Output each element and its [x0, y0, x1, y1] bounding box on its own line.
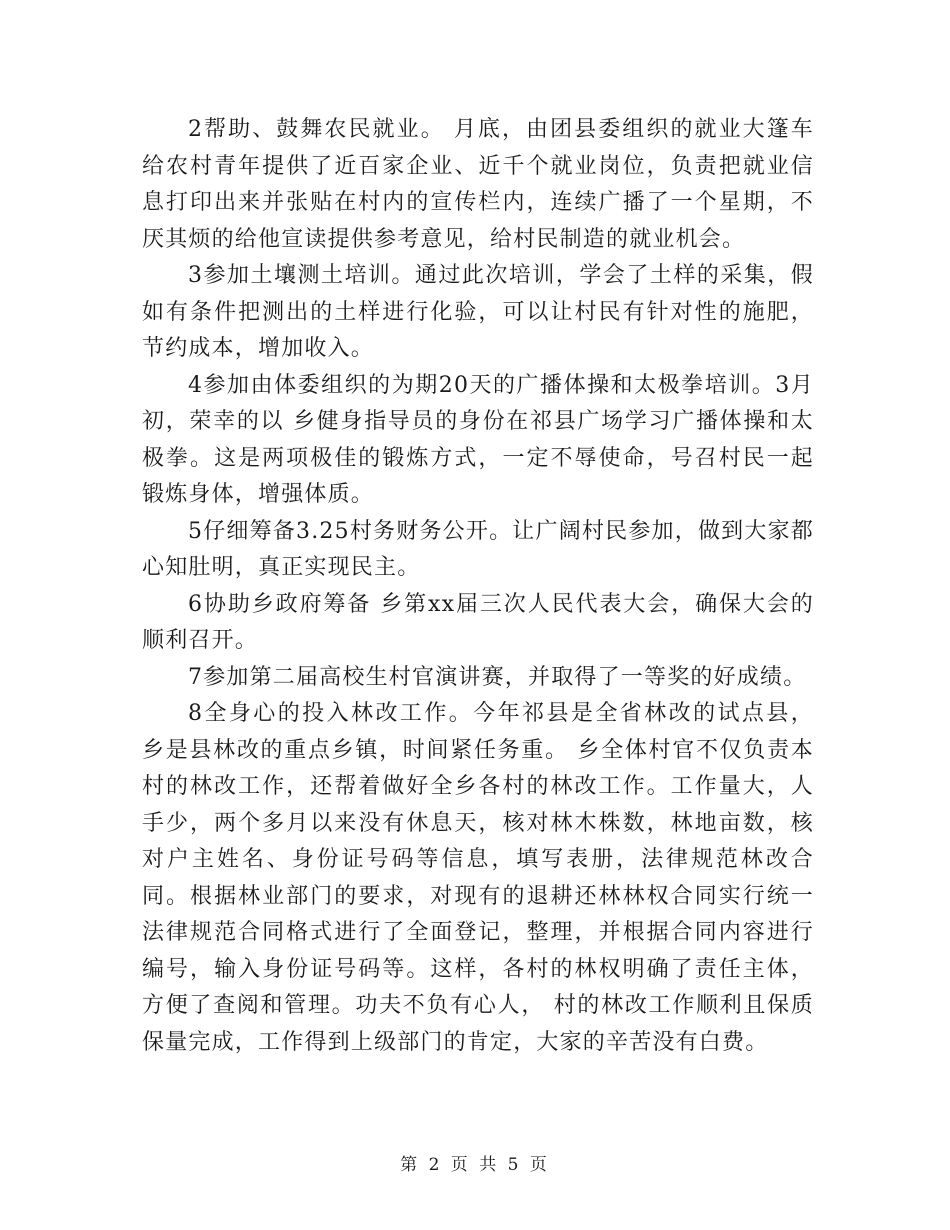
paragraph-congress: 6协助乡政府筹备 乡第xx届三次人民代表大会，确保大会的顺利召开。	[142, 591, 814, 653]
document-body	[142, 112, 814, 1061]
paragraph-speech-contest: 7参加第二届高校生村官演讲赛，并取得了一等奖的好成绩。	[188, 664, 807, 690]
paragraph-employment: 2帮助、鼓舞农民就业。 月底，由团县委组织的就业大篷车给农村青年提供了近百家企业、近千个就业岗位，负责把就业信息打印出来并张贴在村内的宣传栏内，连续广播了一个星期，不厌其烦的给他宣读提供参考意见，给村民制造的就业机会。	[142, 117, 814, 252]
paragraph-soil-training: 3参加土壤测土培训。通过此次培训，学会了土样的采集，假如有条件把测出的土样进行化验，可以让村民有针对性的施肥，节约成本，增加收入。	[142, 263, 814, 361]
paragraph-exercise-training: 4参加由体委组织的为期20天的广播体操和太极拳培训。3月初，荣幸的以 乡健身指导员的身份在祁县广场学习广播体操和太极拳。这是两项极佳的锻炼方式，一定不辱使命，号召村民一起锻炼身体，增强体质。	[142, 372, 814, 507]
paragraph-village-affairs: 5仔细筹备3.25村务财务公开。让广阔村民参加，做到大家都心知肚明，真正实现民主。	[142, 518, 814, 580]
paragraph-forest-reform: 8全身心的投入林改工作。今年祁县是全省林改的试点县， 乡是县林改的重点乡镇，时间紧任务重。 乡全体村官不仅负责本村的林改工作，还帮着做好全乡各村的林改工作。工作量大，人手少，两个多月以来没有休息天，核对林木株数，林地亩数，核对户主姓名、身份证号码等信息，填写表册，法律规范林改合同。根据林业部门的要求，对现有的退耕还林林权合同实行统一法律规范合同格式进行了全面登记，整理，并根据合同内容进行编号，输入身份证号码等。这样，各村的林权明确了责任主体，方便了查阅和管理。功夫不负有心人， 村的林改工作顺利且保质保量完成，工作得到上级部门的肯定，大家的辛苦没有白费。	[142, 701, 814, 1055]
page-number-footer: 第 2 页 共 5 页	[400, 1155, 550, 1175]
